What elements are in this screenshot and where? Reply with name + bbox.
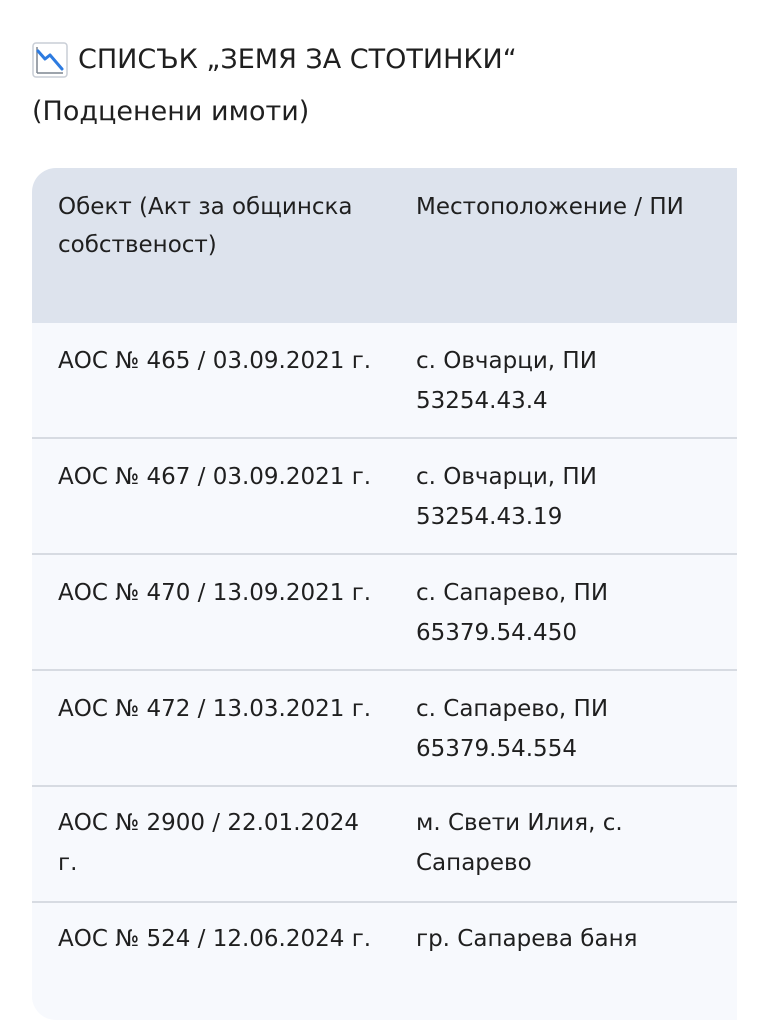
cell-location: гр. Сапарева баня bbox=[416, 926, 638, 952]
cell-location: м. Свети Илия, с. Сапарево bbox=[416, 810, 623, 876]
column-header-location: Местоположение / ПИ bbox=[416, 194, 684, 220]
table-header bbox=[32, 168, 737, 323]
table-row bbox=[32, 323, 737, 439]
table-row bbox=[32, 439, 737, 555]
cell-location: с. Овчарци, ПИ 53254.43.19 bbox=[416, 464, 597, 530]
column-header-object: Обект (Акт за общинска собственост) bbox=[58, 194, 353, 258]
cell-object: АОС № 2900 / 22.01.2024 г. bbox=[58, 810, 360, 876]
page-title: СПИСЪК „ЗЕМЯ ЗА СТОТИНКИ“ bbox=[78, 44, 517, 75]
table-row bbox=[32, 903, 737, 1019]
chart-decreasing-icon bbox=[32, 42, 68, 78]
page-subtitle: (Подценени имоти) bbox=[32, 96, 310, 127]
cell-object: АОС № 467 / 03.09.2021 г. bbox=[58, 464, 372, 490]
cell-location: с. Овчарци, ПИ 53254.43.4 bbox=[416, 348, 597, 414]
cell-object: АОС № 472 / 13.03.2021 г. bbox=[58, 696, 372, 722]
cell-object: АОС № 524 / 12.06.2024 г. bbox=[58, 926, 372, 952]
table-row bbox=[32, 787, 737, 903]
cell-object: АОС № 465 / 03.09.2021 г. bbox=[58, 348, 372, 374]
table-row bbox=[32, 671, 737, 787]
list-title bbox=[32, 40, 517, 80]
table-row bbox=[32, 555, 737, 671]
cell-location: с. Сапарево, ПИ 65379.54.450 bbox=[416, 580, 609, 646]
cell-object: АОС № 470 / 13.09.2021 г. bbox=[58, 580, 372, 606]
cell-location: с. Сапарево, ПИ 65379.54.554 bbox=[416, 696, 609, 762]
property-table bbox=[32, 168, 737, 1020]
